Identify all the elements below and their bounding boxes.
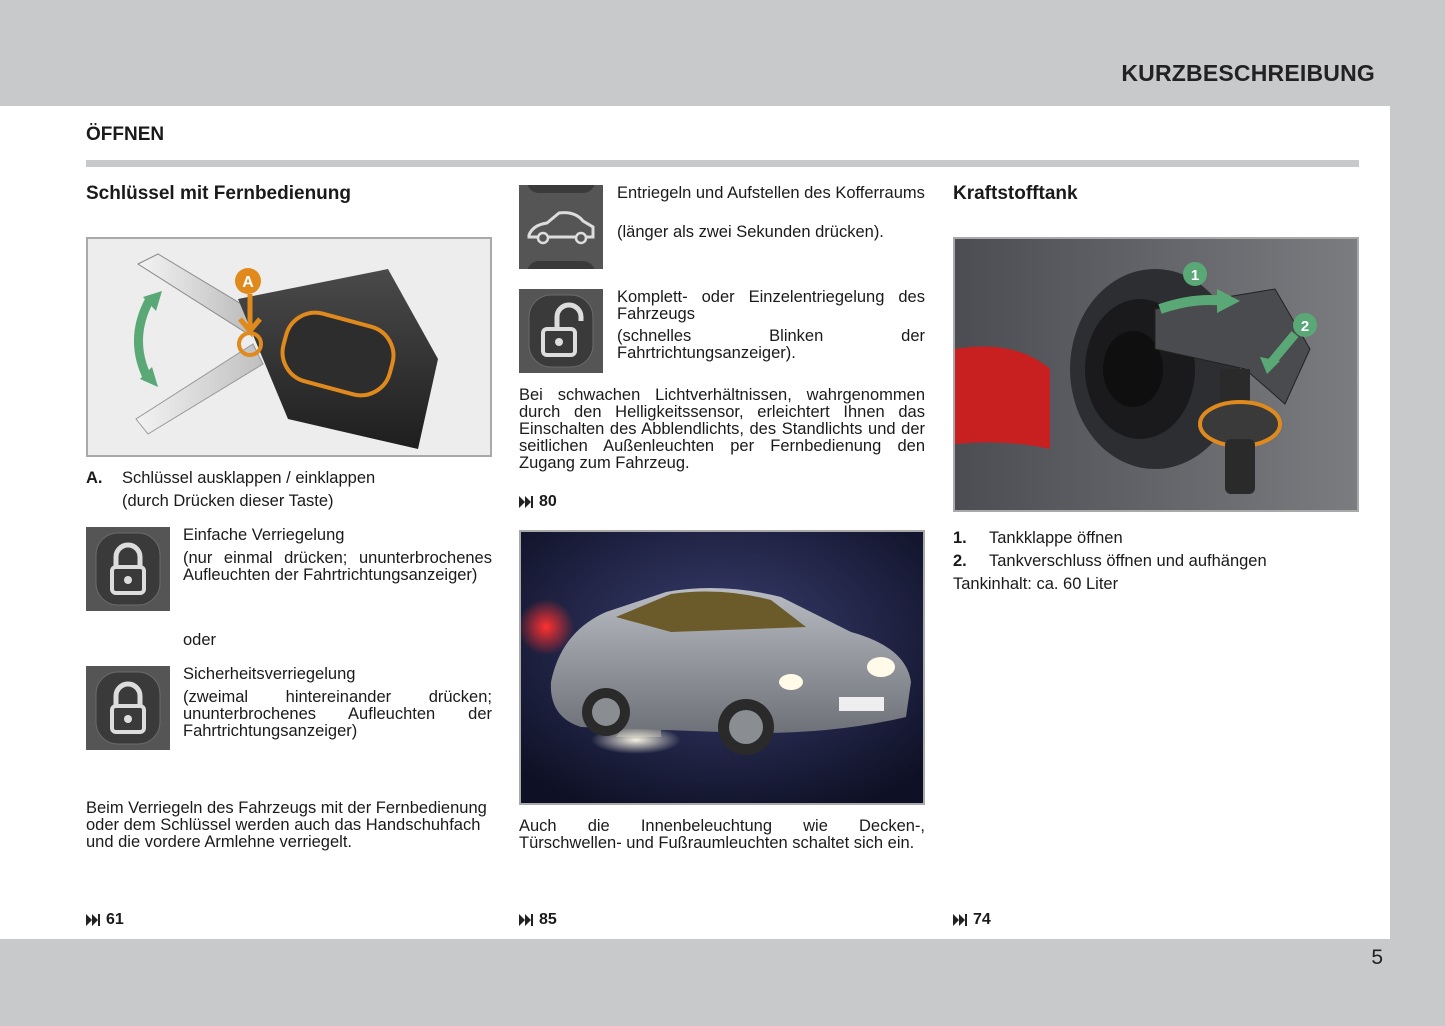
heading-rule	[86, 160, 1359, 167]
fuel-cap-illustration	[955, 239, 1357, 510]
car-illustration	[521, 532, 923, 803]
lock2-title: Sicherheitsverriegelung	[183, 665, 356, 683]
step-1	[953, 530, 1123, 547]
ref-number: 74	[973, 911, 991, 928]
page-reference[interactable]	[519, 911, 557, 929]
remote-key-illustration	[88, 239, 490, 455]
tank-capacity: Tankinhalt: ca. 60 Liter	[953, 575, 1119, 593]
ref-number: 85	[539, 911, 557, 928]
unlock-title: Komplett- oder Einzelentriegelung des Fahrzeugs	[617, 288, 925, 323]
key-label-letter: A	[242, 274, 254, 291]
lighting-paragraph: Bei schwachen Lichtverhältnissen, wahrgenommen durch den Helligkeitssensor, erleichtert Ihnen das Einschalten des Abblendlichts, des Standlichts und der seitlichen Außenleuchten per Fernbedienung den Zugang zum Fahrzeug.	[519, 386, 925, 472]
page-reference[interactable]	[953, 911, 991, 929]
page-heading: ÖFFNEN	[86, 124, 165, 145]
page-reference[interactable]	[519, 493, 557, 511]
lock-icon	[86, 666, 170, 750]
fuel-figure	[953, 237, 1359, 512]
ref-number: 61	[106, 911, 124, 928]
page-number: 5	[1371, 946, 1383, 969]
caption-line1: Schlüssel ausklappen / einklappen	[122, 469, 376, 487]
unlock-icon	[519, 289, 603, 373]
caption-marker: A.	[86, 469, 103, 487]
fig-label-2: 2	[1300, 318, 1310, 335]
car-lighting-figure	[519, 530, 925, 805]
fig-label-1: 1	[1190, 267, 1200, 284]
step-1-number: 1.	[953, 529, 967, 547]
lock1-title: Einfache Verriegelung	[183, 526, 345, 544]
skip-forward-icon	[953, 914, 967, 926]
step-2	[953, 553, 1267, 570]
unlock-desc: (schnelles Blinken der Fahrtrichtungsanzeiger).	[617, 327, 925, 362]
deadlock-button-thumb	[86, 666, 170, 750]
trunk-desc: (länger als zwei Sekunden drücken).	[617, 223, 884, 241]
car-trunk-icon	[519, 185, 603, 269]
lock1-desc: (nur einmal drücken; ununterbrochenes Aufleuchten der Fahrtrichtungsanzeiger)	[183, 549, 492, 584]
trunk-button-thumb	[519, 185, 603, 269]
key-title: Schlüssel mit Fernbedienung	[86, 183, 351, 204]
skip-forward-icon	[86, 914, 100, 926]
lock-icon	[86, 527, 170, 611]
key-caption	[86, 470, 492, 487]
unlock-button-thumb	[519, 289, 603, 373]
lock-button-thumb	[86, 527, 170, 611]
caption-line2: (durch Drücken dieser Taste)	[122, 492, 334, 510]
lock2-desc: (zweimal hintereinander drücken; ununterbrochenes Aufleuchten der Fahrtrichtungsanzeiger)	[183, 688, 492, 740]
trunk-title: Entriegeln und Aufstellen des Kofferraums	[617, 184, 925, 202]
ref-number: 80	[539, 493, 557, 510]
section-title: KURZBESCHREIBUNG	[1121, 60, 1375, 86]
lighting-caption: Auch die Innenbeleuchtung wie Decken-, Türschwellen- und Fußraumleuchten schaltet sich ein.	[519, 817, 925, 852]
top-band	[0, 0, 1445, 106]
or-text: oder	[183, 631, 217, 649]
skip-forward-icon	[519, 496, 533, 508]
step-2-number: 2.	[953, 552, 967, 570]
fuel-title: Kraftstofftank	[953, 183, 1078, 204]
skip-forward-icon	[519, 914, 533, 926]
page-reference[interactable]	[86, 911, 124, 929]
key-figure	[86, 237, 492, 457]
step-1-text: Tankklappe öffnen	[989, 529, 1123, 547]
lock-note: Beim Verriegeln des Fahrzeugs mit der Fernbedienung oder dem Schlüssel werden auch das Handschuhfach und die vordere Armlehne verriegelt.	[86, 799, 487, 851]
step-2-text: Tankverschluss öffnen und aufhängen	[989, 552, 1267, 570]
